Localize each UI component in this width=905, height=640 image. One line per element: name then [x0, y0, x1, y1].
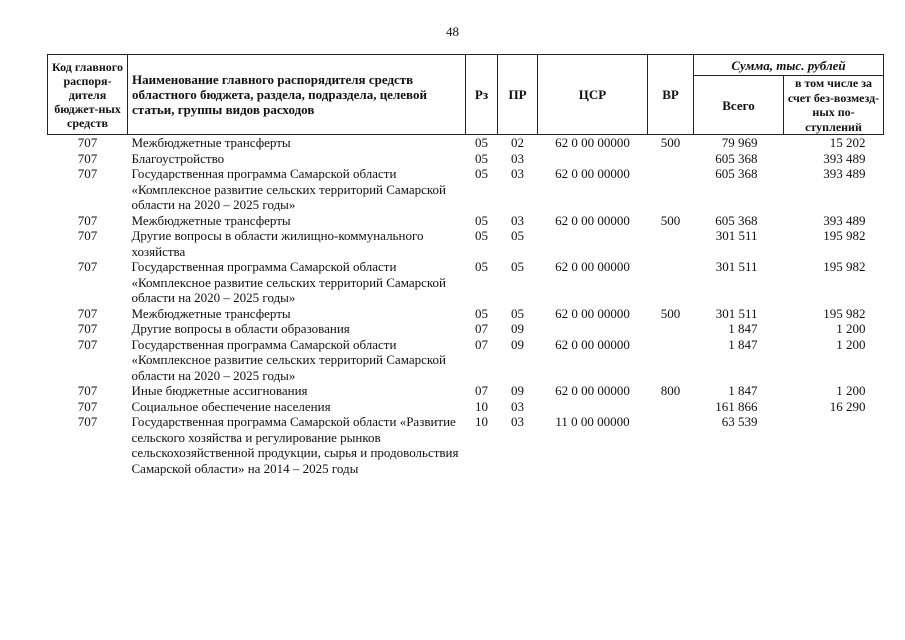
cell-name: Государственная программа Самарской области «Развитие сельского хозяйства и регулирование рынков сельскохозяйственной продукции, сырья и продовольствия Самарской области» на 2014 – 2025 годы	[131, 414, 459, 476]
cell-csr: 62 0 00 00000	[555, 135, 630, 150]
table-row	[48, 151, 884, 167]
cell-csr: 62 0 00 00000	[555, 166, 630, 181]
cell-code: 707	[77, 305, 98, 321]
cell-csr	[538, 321, 648, 337]
cell-name: Благоустройство	[131, 150, 225, 166]
cell-vr: 500	[660, 135, 681, 150]
cell-name: Межбюджетные трансферты	[131, 212, 291, 228]
cell-free: 1 200	[836, 321, 866, 336]
cell-rz: 07	[475, 321, 488, 336]
cell-pr: 03	[511, 150, 524, 166]
cell-free: 393 489	[823, 166, 866, 181]
cell-pr: 03	[511, 212, 524, 228]
table-row	[48, 213, 884, 229]
cell-code: 707	[77, 383, 98, 398]
cell-code: 707	[77, 259, 98, 274]
cell-total: 1 847	[728, 336, 758, 352]
cell-total: 161 866	[715, 398, 758, 414]
cell-csr: 62 0 00 00000	[555, 336, 630, 352]
cell-code: 707	[77, 321, 98, 336]
header-csr: ЦСР	[538, 55, 648, 135]
cell-rz: 05	[475, 212, 488, 228]
header-name: Наименование главного распорядителя средств областного бюджета, раздела, подраздела, целевой статьи, группы видов расходов	[128, 55, 466, 135]
cell-name: Иные бюджетные ассигнования	[131, 383, 308, 398]
cell-name: Государственная программа Самарской области «Комплексное развитие сельских территорий Самарской области на 2020 – 2025 годы»	[131, 259, 446, 305]
cell-name: Другие вопросы в области жилищно-коммунального хозяйства	[131, 228, 424, 259]
cell-csr	[538, 151, 648, 167]
cell-pr: 05	[511, 228, 524, 243]
table-row	[48, 259, 884, 306]
cell-name: Государственная программа Самарской области «Комплексное развитие сельских территорий Самарской области на 2020 – 2025 годы»	[131, 166, 446, 212]
cell-csr: 62 0 00 00000	[555, 305, 630, 321]
cell-vr	[648, 414, 694, 476]
cell-csr: 62 0 00 00000	[555, 259, 630, 274]
cell-rz: 05	[475, 150, 488, 166]
cell-rz: 05	[475, 305, 488, 321]
cell-free: 393 489	[823, 150, 866, 166]
page-number: 48	[446, 24, 459, 39]
cell-free: 16 290	[829, 398, 866, 414]
header-free: в том числе за счет без-возмезд-ных по-ступлений	[784, 76, 884, 135]
cell-pr: 09	[511, 321, 524, 336]
cell-free: 1 200	[836, 383, 866, 398]
cell-free: 195 982	[823, 259, 866, 274]
cell-vr	[648, 151, 694, 167]
cell-vr	[648, 166, 694, 213]
cell-name: Межбюджетные трансферты	[131, 135, 291, 150]
cell-pr: 03	[511, 398, 524, 414]
cell-vr	[648, 321, 694, 337]
cell-total: 63 539	[721, 414, 758, 429]
table-row	[48, 321, 884, 337]
cell-pr: 03	[511, 166, 524, 181]
cell-csr: 11 0 00 00000	[555, 414, 630, 429]
cell-total: 301 511	[715, 228, 758, 243]
cell-vr: 500	[660, 305, 681, 321]
cell-free: 393 489	[823, 212, 866, 228]
cell-rz: 07	[475, 336, 488, 352]
table-row	[48, 228, 884, 259]
cell-rz: 05	[475, 228, 488, 243]
header-pr: ПР	[498, 55, 538, 135]
cell-csr: 62 0 00 00000	[555, 212, 630, 228]
cell-vr	[648, 337, 694, 384]
cell-total: 1 847	[728, 321, 758, 336]
cell-total: 79 969	[721, 135, 758, 150]
cell-name: Другие вопросы в области образования	[131, 321, 350, 336]
cell-code: 707	[77, 336, 98, 352]
header-sum: Сумма, тыс. рублей	[694, 55, 884, 76]
cell-code: 707	[77, 398, 98, 414]
table-row	[48, 306, 884, 322]
cell-rz: 10	[475, 398, 488, 414]
cell-name: Межбюджетные трансферты	[131, 305, 291, 321]
cell-code: 707	[77, 228, 98, 243]
cell-code: 707	[77, 212, 98, 228]
cell-pr: 05	[511, 305, 524, 321]
cell-pr: 09	[511, 383, 524, 398]
cell-code: 707	[77, 135, 98, 150]
cell-csr: 62 0 00 00000	[555, 383, 630, 398]
cell-rz: 10	[475, 414, 488, 429]
cell-free: 1 200	[836, 336, 866, 352]
header-vr: ВР	[648, 55, 694, 135]
cell-free: 195 982	[823, 228, 866, 243]
header-code: Код главного распоря-дителя бюджет-ных средств	[48, 55, 128, 135]
cell-name: Социальное обеспечение населения	[131, 398, 331, 414]
cell-total: 605 368	[715, 166, 758, 181]
cell-total: 301 511	[715, 259, 758, 274]
cell-rz: 05	[475, 166, 488, 181]
cell-vr	[648, 228, 694, 259]
table-row	[48, 414, 884, 476]
cell-name: Государственная программа Самарской области «Комплексное развитие сельских территорий Самарской области на 2020 – 2025 годы»	[131, 336, 446, 383]
cell-pr: 05	[511, 259, 524, 274]
cell-pr: 09	[511, 336, 524, 352]
cell-vr: 800	[660, 383, 681, 398]
table-row	[48, 135, 884, 151]
cell-pr: 02	[511, 135, 524, 150]
header-total: Всего	[694, 76, 784, 135]
table-row	[48, 337, 884, 384]
cell-free: 15 202	[829, 135, 866, 150]
table-row	[48, 166, 884, 213]
cell-code: 707	[77, 166, 98, 181]
cell-csr	[538, 399, 648, 415]
cell-csr	[538, 228, 648, 259]
table-row	[48, 383, 884, 399]
table-header	[48, 55, 884, 135]
cell-pr: 03	[511, 414, 524, 429]
cell-code: 707	[77, 150, 98, 166]
cell-total: 605 368	[715, 150, 758, 166]
cell-free	[784, 414, 884, 476]
cell-rz: 05	[475, 135, 488, 150]
header-rz: Рз	[466, 55, 498, 135]
cell-total: 301 511	[715, 305, 758, 321]
cell-free: 195 982	[823, 305, 866, 321]
cell-vr	[648, 399, 694, 415]
cell-total: 605 368	[715, 212, 758, 228]
table-body	[48, 135, 884, 477]
cell-vr	[648, 259, 694, 306]
table-row	[48, 399, 884, 415]
cell-rz: 05	[475, 259, 488, 274]
cell-code: 707	[77, 414, 98, 429]
budget-table	[47, 54, 884, 476]
cell-total: 1 847	[728, 383, 758, 398]
cell-vr: 500	[660, 212, 681, 228]
cell-rz: 07	[475, 383, 488, 398]
